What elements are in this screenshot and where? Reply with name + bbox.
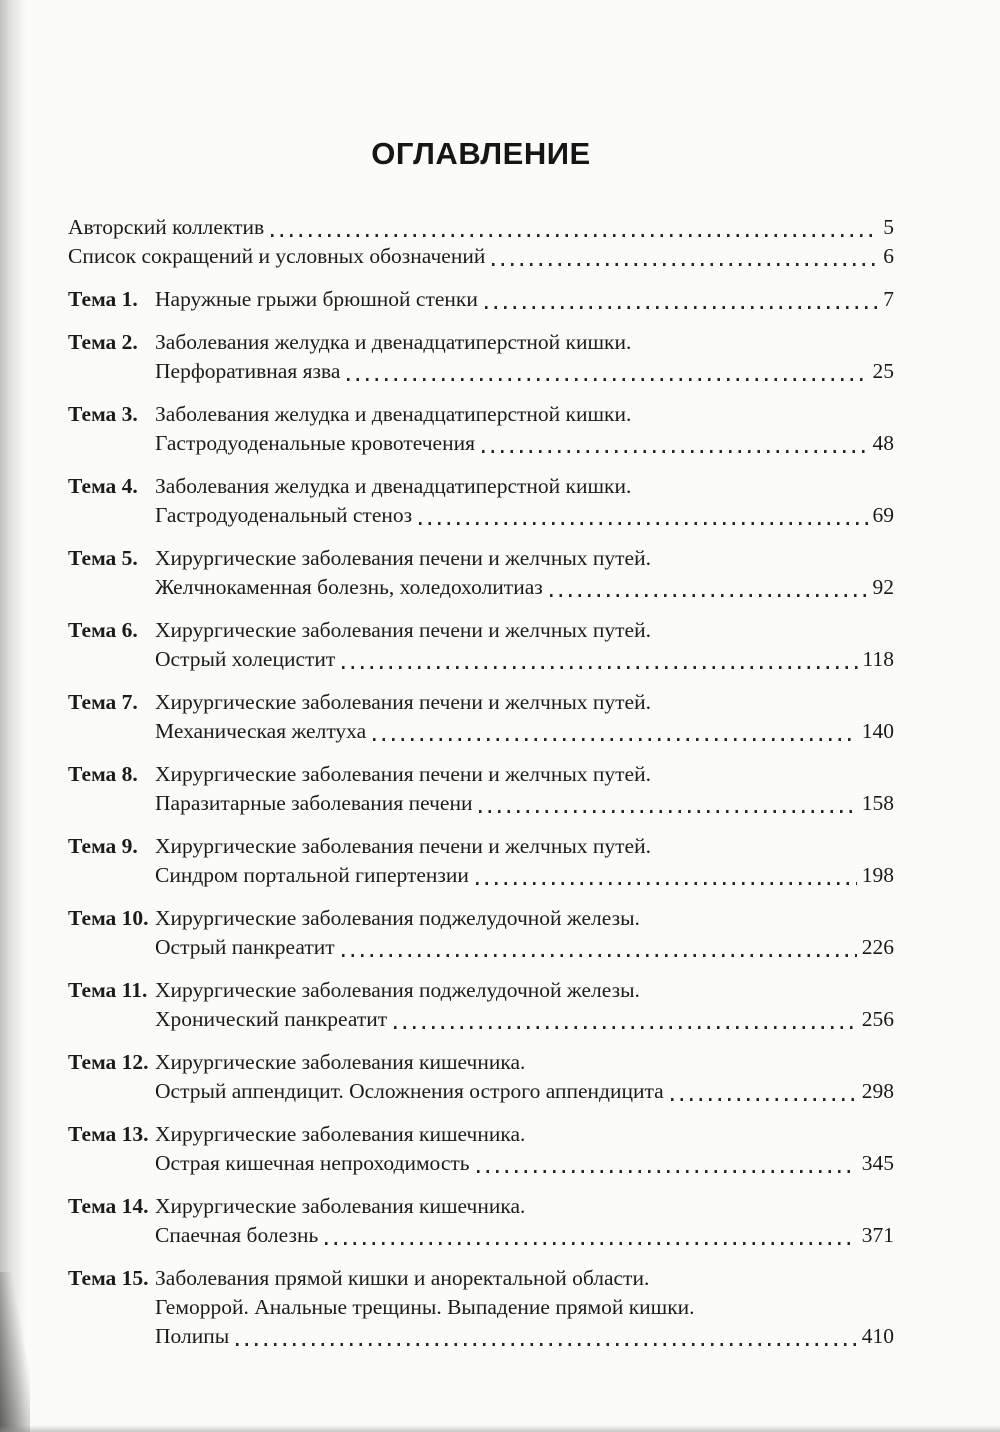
- toc-entry: [68, 400, 894, 458]
- dot-leader: [492, 263, 878, 266]
- scan-shadow-left-bottom: [0, 1272, 30, 1432]
- toc-page-number: 7: [883, 287, 894, 311]
- toc-entry-label: Тема 1.: [68, 287, 138, 311]
- toc-item-title: Хирургические заболевания печени и желчных путей.: [155, 834, 651, 858]
- book-page: [68, 0, 894, 1365]
- dot-leader: [373, 738, 857, 741]
- dot-leader: [419, 522, 867, 525]
- toc-entry-label: Тема 5.: [68, 546, 138, 570]
- toc-page-number: 140: [861, 719, 894, 743]
- toc-page-number: 198: [861, 863, 894, 887]
- toc-item-subtitle: Спаечная болезнь: [155, 1223, 319, 1247]
- dot-leader: [236, 1343, 857, 1346]
- toc-item-subtitle: Острый панкреатит: [155, 935, 335, 959]
- toc-item-subtitle: Синдром портальной гипертензии: [155, 863, 469, 887]
- toc-item-title: Хирургические заболевания кишечника.: [155, 1194, 526, 1218]
- toc-item-subtitle: Гастродуоденальные кровотечения: [155, 431, 476, 455]
- scan-shadow-bottom: [0, 1425, 1000, 1432]
- dot-leader: [271, 234, 878, 237]
- dot-leader: [325, 1242, 856, 1245]
- toc-entry-label: Тема 9.: [68, 834, 138, 858]
- dot-leader: [342, 666, 857, 669]
- toc-entry-label: Тема 12.: [68, 1050, 149, 1074]
- toc-item-subtitle: Острый аппендицит. Осложнения острого аппендицита: [155, 1079, 664, 1103]
- toc-item-title: Хирургические заболевания поджелудочной железы.: [155, 906, 640, 930]
- toc-front-matter-item: [68, 242, 894, 271]
- toc-item-title: Наружные грыжи брюшной стенки: [155, 287, 478, 311]
- toc-item-title: Хирургические заболевания кишечника.: [155, 1050, 526, 1074]
- dot-leader: [479, 810, 856, 813]
- toc-entry: [68, 976, 894, 1034]
- toc-item-subtitle: Геморрой. Анальные трещины. Выпадение прямой кишки.: [155, 1295, 695, 1319]
- toc-item-subtitle: Острая кишечная непроходимость: [155, 1151, 470, 1175]
- toc-entry: [68, 1048, 894, 1106]
- toc-entry: [68, 616, 894, 674]
- toc-entry-label: Тема 3.: [68, 402, 138, 426]
- toc-item-title: Хирургические заболевания печени и желчных путей.: [155, 546, 651, 570]
- toc-entry-label: Тема 10.: [68, 906, 149, 930]
- toc-item-title: Хирургические заболевания печени и желчных путей.: [155, 762, 651, 786]
- toc-front-matter: [68, 213, 894, 271]
- dot-leader: [482, 450, 867, 453]
- toc-entry: [68, 688, 894, 746]
- scan-shadow-left: [0, 0, 26, 1432]
- toc-page-number: 69: [872, 503, 894, 527]
- toc-item-title: Заболевания желудка и двенадцатиперстной кишки.: [155, 474, 632, 498]
- toc-entry: [68, 285, 894, 314]
- toc-page-number: 298: [861, 1079, 894, 1103]
- dot-leader: [347, 378, 867, 381]
- toc-item-subtitle: Гастродуоденальный стеноз: [155, 503, 413, 527]
- toc-entry-label: Тема 8.: [68, 762, 138, 786]
- dot-leader: [550, 594, 868, 597]
- toc-entry: [68, 544, 894, 602]
- toc-entry-label: Тема 6.: [68, 618, 138, 642]
- toc-entry-label: Тема 4.: [68, 474, 138, 498]
- toc-page-number: 345: [861, 1151, 894, 1175]
- toc-entry-label: Тема 13.: [68, 1122, 149, 1146]
- toc-entry: [68, 328, 894, 386]
- toc-page-number: 48: [872, 431, 894, 455]
- toc-item-subtitle: Перфоративная язва: [155, 359, 341, 383]
- toc-entry: [68, 472, 894, 530]
- toc-page-number: 371: [861, 1223, 894, 1247]
- toc-entry-label: Тема 7.: [68, 690, 138, 714]
- toc-entry: [68, 832, 894, 890]
- toc-item-title: Список сокращений и условных обозначений: [68, 244, 486, 268]
- toc-entry: [68, 1264, 894, 1351]
- dot-leader: [485, 306, 878, 309]
- table-of-contents: [68, 213, 894, 1351]
- page-title: ОГЛАВЛЕНИЕ: [371, 136, 591, 171]
- dot-leader: [671, 1098, 857, 1101]
- toc-page-number: 6: [883, 244, 894, 268]
- toc-page-number: 256: [861, 1007, 894, 1031]
- toc-item-subtitle: Желчнокаменная болезнь, холедохолитиаз: [155, 575, 543, 599]
- toc-item-subtitle: Полипы: [155, 1324, 230, 1348]
- toc-page-number: 410: [861, 1324, 894, 1348]
- toc-page-number: 5: [883, 215, 894, 239]
- toc-item-title: Заболевания желудка и двенадцатиперстной кишки.: [155, 402, 632, 426]
- toc-page-number: 226: [861, 935, 894, 959]
- toc-item-title: Хирургические заболевания поджелудочной железы.: [155, 978, 640, 1002]
- toc-page-number: 25: [872, 359, 894, 383]
- toc-page-number: 92: [872, 575, 894, 599]
- toc-item-title: Хирургические заболевания кишечника.: [155, 1122, 526, 1146]
- toc-entry-label: Тема 11.: [68, 978, 148, 1002]
- toc-item-title: Хирургические заболевания печени и желчных путей.: [155, 690, 651, 714]
- dot-leader: [342, 954, 857, 957]
- toc-item-subtitle: Острый холецистит: [155, 647, 336, 671]
- toc-entry: [68, 1120, 894, 1178]
- toc-entry-label: Тема 2.: [68, 330, 138, 354]
- toc-entry-label: Тема 15.: [68, 1266, 149, 1290]
- toc-item-title: Заболевания желудка и двенадцатиперстной кишки.: [155, 330, 632, 354]
- toc-page-number: 158: [861, 791, 894, 815]
- dot-leader: [394, 1026, 857, 1029]
- dot-leader: [477, 1170, 857, 1173]
- toc-item-subtitle: Механическая желтуха: [155, 719, 367, 743]
- toc-entry: [68, 904, 894, 962]
- toc-entry: [68, 760, 894, 818]
- toc-page-number: 118: [862, 647, 894, 671]
- toc-item-title: Авторский коллектив: [68, 215, 265, 239]
- toc-item-title: Заболевания прямой кишки и аноректальной области.: [155, 1266, 650, 1290]
- toc-item-subtitle: Паразитарные заболевания печени: [155, 791, 473, 815]
- toc-item-subtitle: Хронический панкреатит: [155, 1007, 388, 1031]
- toc-entry-label: Тема 14.: [68, 1194, 149, 1218]
- dot-leader: [476, 882, 857, 885]
- toc-front-matter-item: [68, 213, 894, 242]
- toc-entry: [68, 1192, 894, 1250]
- toc-item-title: Хирургические заболевания печени и желчных путей.: [155, 618, 651, 642]
